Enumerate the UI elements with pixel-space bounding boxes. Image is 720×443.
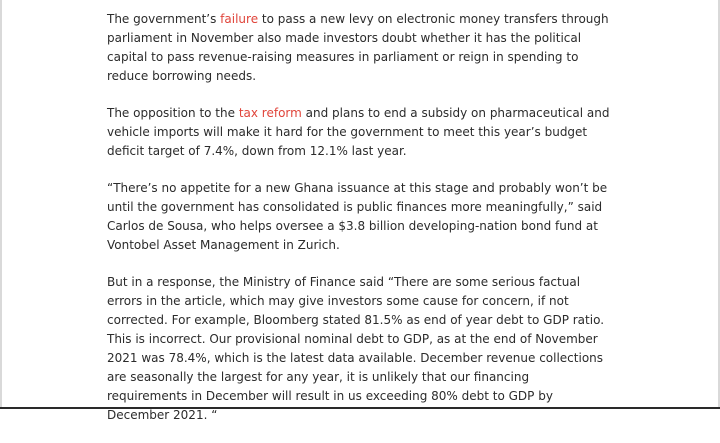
tax-reform-link[interactable]: tax reform (238, 106, 302, 120)
paragraph-text: and plans to end a subsidy on pharmaceutical and vehicle imports will make it hard for the government to meet this year’s budget deficit target of 7.4%, down from 12.1% last year. (107, 106, 610, 158)
failure-link[interactable]: failure (220, 12, 259, 26)
paragraph-tax-reform (107, 104, 612, 161)
paragraph-text: The opposition to the (107, 106, 239, 120)
paragraph-quote-de-sousa: “There’s no appetite for a new Ghana issuance at this stage and probably won’t be until the government has consolidated is public finances more meaningfully,” said Carlos de Sousa, who helps oversee a $3.8 billion developing-nation bond fund at Vontobel Asset Management in Zurich. (107, 181, 608, 252)
paragraph-text: to pass a new levy on electronic money transfers through parliament in November also made investors doubt whether it has the political capital to pass revenue-raising measures in parliament or reign in spending to reduce borrowing needs. (107, 12, 609, 83)
left-border (0, 0, 2, 409)
paragraph-text: The government’s (107, 12, 221, 26)
paragraph-levy-failure (107, 10, 612, 86)
article-body (107, 10, 612, 443)
paragraph-ministry-response: But in a response, the Ministry of Finance said “There are some serious factual errors in the article, which may give investors some cause for concern, if not corrected. For example, Bloomberg stated 81.5% as end of year debt to GDP ratio. This is incorrect. Our provisional nominal debt to GDP, as at the end of November 2021 was 78.4%, which is the latest data available. December revenue collections are seasonally the largest for any year, it is unlikely that our financing requirements in December will result in us exceeding 80% debt to GDP by December 2021. “ (107, 275, 605, 422)
